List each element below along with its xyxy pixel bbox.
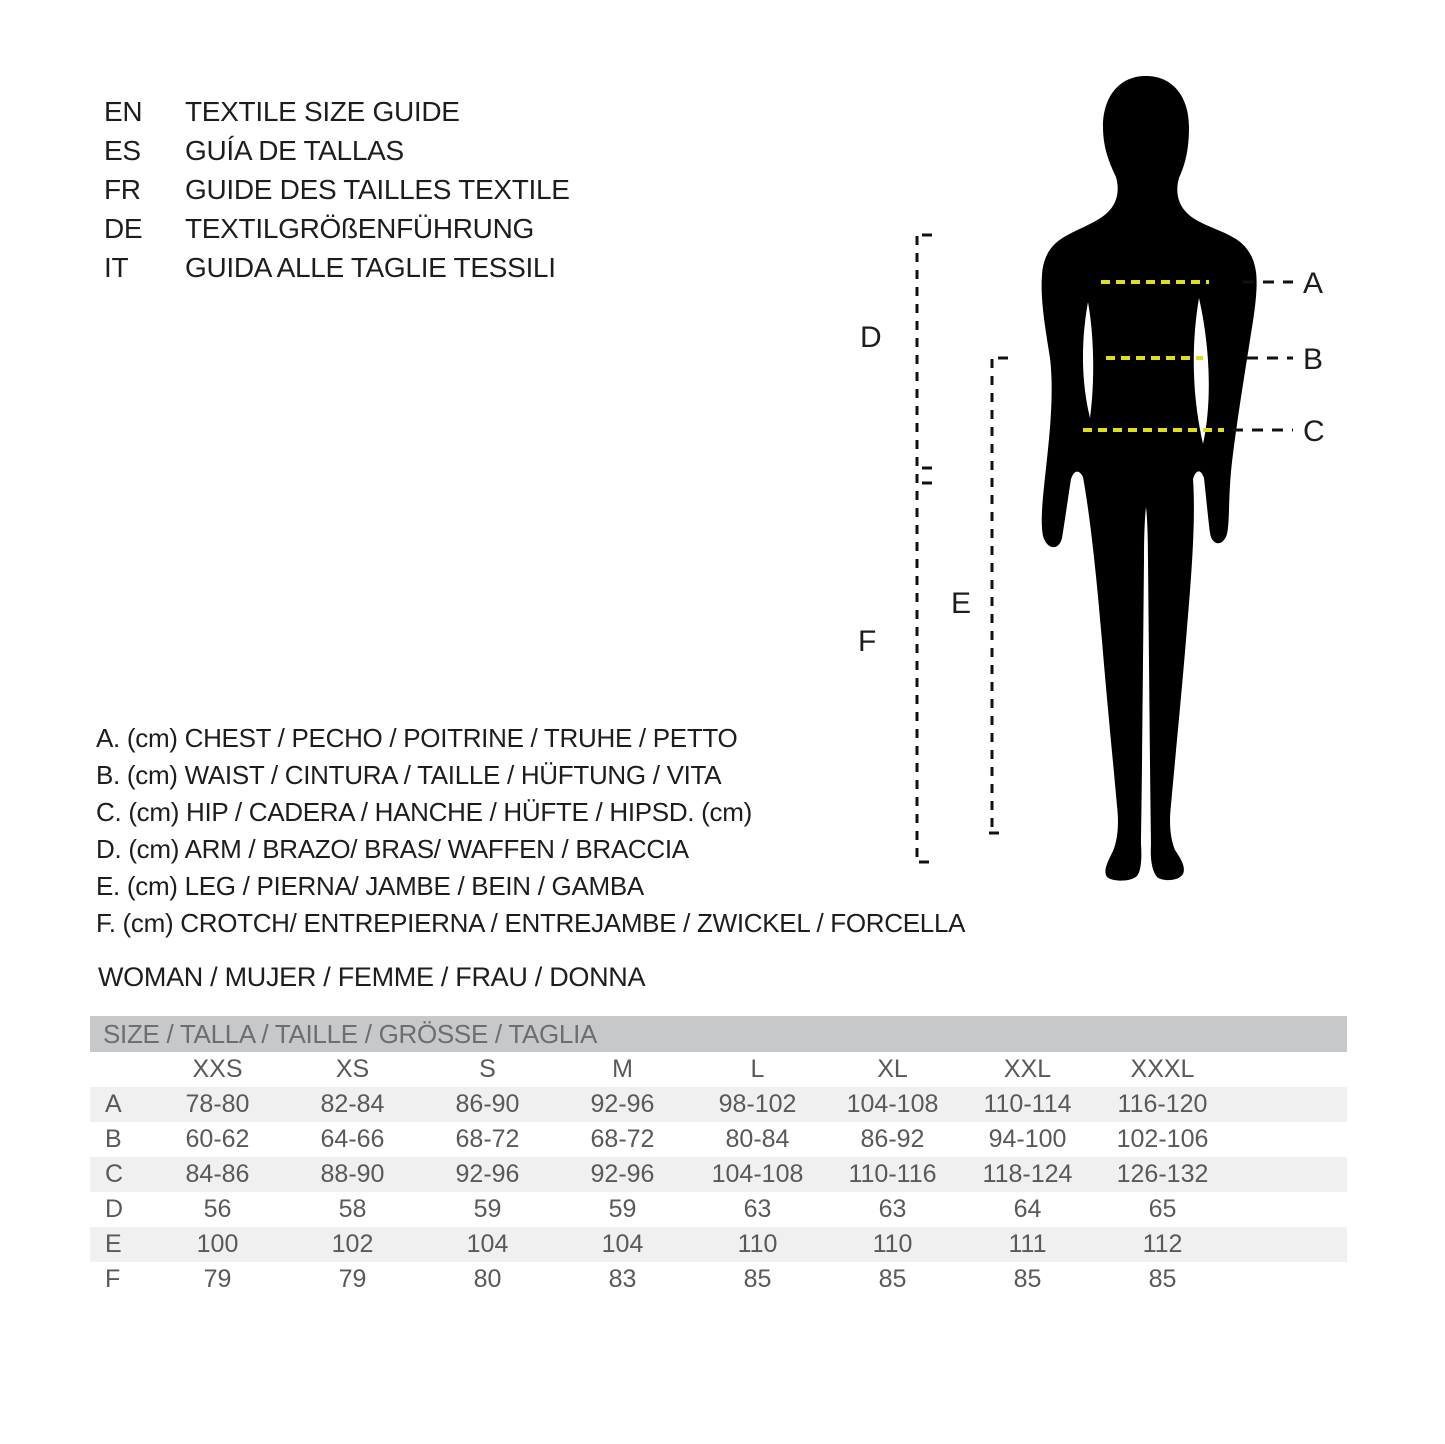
language-code: IT — [104, 252, 129, 283]
language-title: GUÍA DE TALLAS — [185, 135, 404, 166]
table-cell: 92-96 — [590, 1090, 655, 1118]
row-label: F — [105, 1265, 121, 1293]
table-cell: 65 — [1148, 1195, 1177, 1223]
legend-line: E. (cm) LEG / PIERNA/ JAMBE / BEIN / GAMBA — [96, 871, 644, 901]
table-cell: 83 — [608, 1265, 637, 1293]
table-row — [90, 1227, 1347, 1262]
table-cell: 85 — [878, 1265, 907, 1293]
table-cell: 68-72 — [455, 1125, 520, 1153]
language-row — [104, 170, 570, 209]
woman-silhouette-diagram — [850, 50, 1445, 970]
table-cell: 102-106 — [1116, 1125, 1209, 1153]
table-cell: 110-116 — [848, 1160, 937, 1188]
table-cell: 59 — [473, 1195, 502, 1223]
table-cell: 56 — [203, 1195, 232, 1223]
language-row — [104, 131, 570, 170]
table-cell: 80-84 — [725, 1125, 790, 1153]
row-label: E — [105, 1230, 122, 1258]
table-cell: 94-100 — [988, 1125, 1067, 1153]
table-row — [90, 1122, 1347, 1157]
table-cell: 111 — [1008, 1230, 1047, 1258]
legend-line: B. (cm) WAIST / CINTURA / TAILLE / HÜFTUNG / VITA — [96, 760, 722, 790]
table-cell: 64 — [1013, 1195, 1042, 1223]
row-label: B — [105, 1125, 122, 1153]
table-cell: 59 — [608, 1195, 637, 1223]
table-cell: 92-96 — [590, 1160, 655, 1188]
language-code: DE — [104, 213, 143, 244]
gender-heading: WOMAN / MUJER / FEMME / FRAU / DONNA — [98, 962, 646, 992]
table-row — [90, 1157, 1347, 1192]
table-cell: 112 — [1142, 1230, 1183, 1258]
table-cell: 118-124 — [982, 1160, 1073, 1188]
legend-line: A. (cm) CHEST / PECHO / POITRINE / TRUHE / PETTO — [96, 723, 738, 753]
legend-line: D. (cm) ARM / BRAZO/ BRAS/ WAFFEN / BRACCIA — [96, 834, 689, 864]
table-cell: 104 — [601, 1230, 644, 1258]
table-cell: 85 — [1148, 1265, 1177, 1293]
table-cell: 58 — [338, 1195, 367, 1223]
table-cell: 85 — [1013, 1265, 1042, 1293]
table-cell: 68-72 — [590, 1125, 655, 1153]
row-label: D — [105, 1195, 124, 1223]
language-title-block — [104, 92, 570, 287]
table-cell: 64-66 — [320, 1125, 385, 1153]
table-cell: 116-120 — [1117, 1090, 1208, 1118]
legend-line: C. (cm) HIP / CADERA / HANCHE / HÜFTE / HIPSD. (cm) — [96, 797, 752, 827]
table-cell: 85 — [743, 1265, 772, 1293]
table-row — [90, 1087, 1347, 1122]
table-cell: 92-96 — [455, 1160, 520, 1188]
measurement-legend — [96, 720, 965, 942]
marker-label-e: E — [951, 587, 972, 620]
language-code: FR — [104, 174, 141, 205]
table-cell: 104-108 — [711, 1160, 804, 1188]
marker-label-a: A — [1303, 267, 1324, 300]
column-header: XXS — [192, 1055, 243, 1083]
column-header: XS — [335, 1055, 370, 1083]
table-cell: 110 — [737, 1230, 778, 1258]
table-cell: 79 — [203, 1265, 232, 1293]
legend-line: F. (cm) CROTCH/ ENTREPIERNA / ENTREJAMBE / ZWICKEL / FORCELLA — [96, 908, 966, 938]
corner-cell — [90, 1052, 150, 1087]
marker-label-f: F — [858, 625, 877, 658]
column-header: XXL — [1003, 1055, 1052, 1083]
marker-label-b: B — [1303, 343, 1324, 376]
table-row — [90, 1192, 1347, 1227]
marker-label-d: D — [860, 321, 882, 354]
table-cell: 60-62 — [185, 1125, 250, 1153]
table-row — [90, 1262, 1347, 1297]
size-table-header-bar: SIZE / TALLA / TAILLE / GRÖSSE / TAGLIA — [90, 1016, 1347, 1052]
row-label: A — [105, 1090, 122, 1118]
table-cell: 100 — [196, 1230, 239, 1258]
table-cell: 78-80 — [185, 1090, 250, 1118]
language-code: ES — [104, 135, 141, 166]
table-cell: 98-102 — [718, 1090, 797, 1118]
table-cell: 63 — [743, 1195, 772, 1223]
column-header: M — [612, 1055, 633, 1083]
column-header: L — [750, 1055, 765, 1083]
language-title: GUIDE DES TAILLES TEXTILE — [185, 174, 570, 205]
table-cell: 110 — [872, 1230, 913, 1258]
language-row — [104, 92, 570, 131]
table-cell: 126-132 — [1116, 1160, 1209, 1188]
language-row — [104, 209, 570, 248]
woman-silhouette — [1042, 76, 1257, 881]
table-cell: 104 — [466, 1230, 509, 1258]
language-title: GUIDA ALLE TAGLIE TESSILI — [185, 252, 556, 283]
language-row — [104, 248, 570, 287]
size-table — [90, 1016, 1347, 1297]
table-cell: 110-114 — [983, 1090, 1072, 1118]
language-code: EN — [104, 96, 143, 127]
language-title: TEXTILE SIZE GUIDE — [185, 96, 460, 127]
table-cell: 63 — [878, 1195, 907, 1223]
row-label: C — [105, 1160, 124, 1188]
language-title: TEXTILGRÖßENFÜHRUNG — [185, 213, 534, 244]
table-cell: 82-84 — [320, 1090, 385, 1118]
table-cell: 102 — [331, 1230, 374, 1258]
table-cell: 104-108 — [846, 1090, 939, 1118]
table-cell: 84-86 — [185, 1160, 250, 1188]
size-columns-row — [90, 1052, 1347, 1087]
marker-label-c: C — [1303, 415, 1325, 448]
column-header: XXXL — [1130, 1055, 1195, 1083]
table-cell: 86-92 — [860, 1125, 925, 1153]
table-cell: 80 — [473, 1265, 502, 1293]
table-cell: 88-90 — [320, 1160, 385, 1188]
column-header: S — [479, 1055, 496, 1083]
column-header: XL — [877, 1055, 908, 1083]
table-cell: 79 — [338, 1265, 367, 1293]
table-cell: 86-90 — [455, 1090, 520, 1118]
